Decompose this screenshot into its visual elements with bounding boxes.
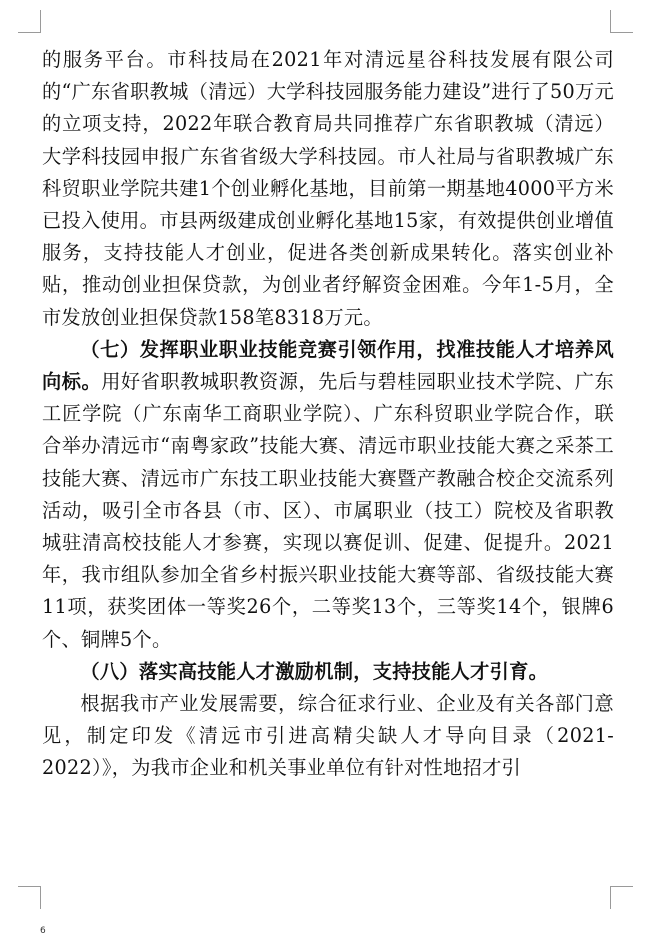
document-body <box>42 44 614 785</box>
paragraph-1: 的服务平台。市科技局在2021年对清远星谷科技发展有限公司的“广东省职教城（清远）大学科技园服务能力建设”进行了50万元的立项支持，2022年联合教育局共同推荐广东省职教城（清远）大学科技园申报广东省省级大学科技园。市人社局与省职教城广东科贸职业学院共建1个创业孵化基地，目前第一期基地4000平方米已投入使用。市县两级建成创业孵化基地15家，有效提供创业增值服务，支持技能人才创业，促进各类创新成果转化。落实创业补贴，推动创业担保贷款，为创业者纾解资金困难。今年1-5月，全市发放创业担保贷款158笔8318万元。 <box>42 48 614 329</box>
section-heading-8: （八）落实高技能人才激励机制，支持技能人才引育。 <box>80 659 549 683</box>
paragraph-4: 根据我市产业发展需要，综合征求行业、企业及有关各部门意见，制定印发《清远市引进高精尖缺人才导向目录（2021-2022）》，为我市企业和机关事业单位有针对性地招才引 <box>42 692 614 780</box>
crop-mark-bottom-left <box>18 886 41 909</box>
crop-mark-bottom-right <box>610 886 633 909</box>
section-heading-7: （七）发挥职业职业技能竞赛引领作用，找准技能人才培养风向标。 <box>42 337 614 394</box>
page-number: 6 <box>40 926 46 936</box>
paragraph-2 <box>42 334 614 656</box>
paragraph-2-body: 用好省职教城职教资源，先后与碧桂园职业技术学院、广东工匠学院（广东南华工商职业学院）、广东科贸职业学院合作，联合举办清远市“南粤家政”技能大赛、清远市职业技能大赛之采茶工技能大赛、清远市广东技工职业技能大赛暨产教融合校企交流系列活动，吸引全市各县（市、区）、市属职业（技工）院校及省职教城驻清高校技能人才参赛，实现以赛促训、促建、促提升。2021年，我市组队参加全省乡村振兴职业技能大赛等部、省级技能大赛11项，获奖团体一等奖26个，二等奖13个，三等奖14个，银牌6个、铜牌5个。 <box>42 370 614 651</box>
crop-mark-top-right <box>610 10 633 33</box>
crop-mark-top-left <box>18 10 41 33</box>
